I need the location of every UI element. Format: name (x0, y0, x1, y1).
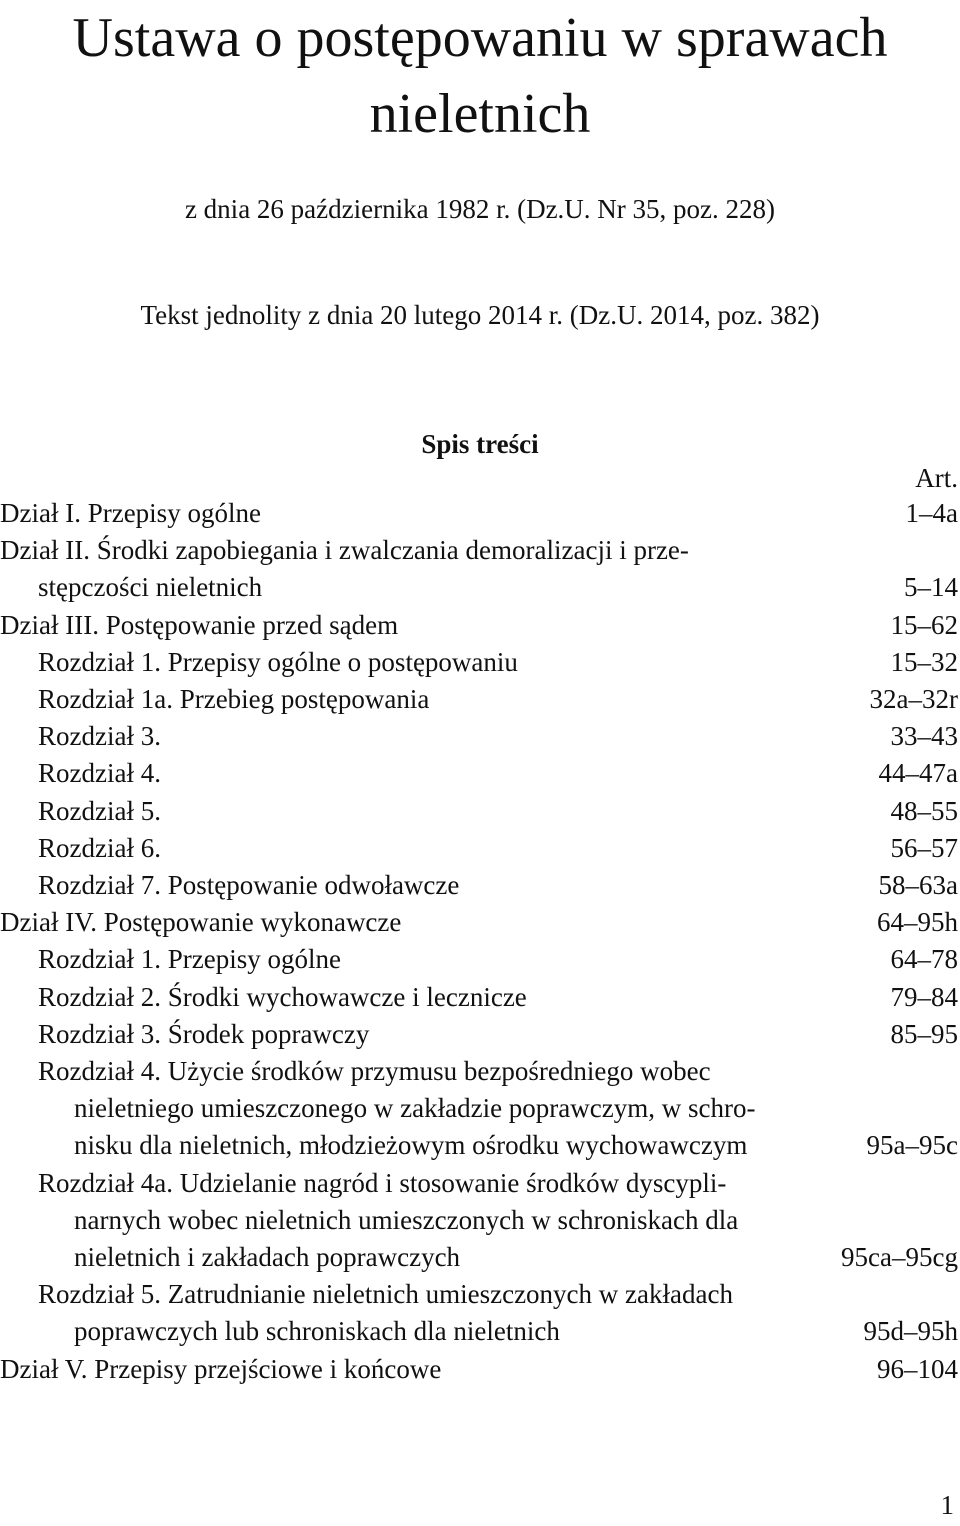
toc-column-header: Art. (915, 463, 958, 493)
toc-entry-line (0, 496, 960, 531)
document-date: z dnia 26 października 1982 r. (Dz.U. Nr 35, poz. 228) (184, 194, 776, 224)
toc-entry[interactable] (0, 756, 960, 793)
toc-entry-label: Rozdział 5. Zatrudnianie nieletnich umieszczonych w zakładach (38, 1277, 739, 1312)
toc-entry-label: nieletnich i zakładach poprawczych (74, 1240, 466, 1275)
toc-entry[interactable] (0, 794, 960, 831)
toc-entry[interactable] (0, 1054, 960, 1166)
toc-entry-label: Dział III. Postępowanie przed sądem (0, 608, 404, 643)
toc-entry-label: Dział V. Przepisy przejściowe i końcowe (0, 1352, 447, 1387)
toc-entry[interactable] (0, 645, 960, 682)
toc-entry-label: Dział II. Środki zapobiegania i zwalczania demoralizacji i prze- (0, 533, 695, 568)
toc-entry-line (38, 794, 960, 829)
toc-entry-articles: 48–55 (885, 794, 959, 829)
toc-entry[interactable] (0, 831, 960, 868)
toc-entry-line (38, 719, 960, 754)
toc-entry[interactable] (0, 942, 960, 979)
toc-entry[interactable] (0, 496, 960, 533)
toc-entry-label: Rozdział 1. Przepisy ogólne (38, 942, 347, 977)
toc-entry-line (0, 1352, 960, 1387)
toc-entry-articles: 95d–95h (858, 1314, 959, 1349)
toc-entry-line (38, 1017, 960, 1052)
toc-entry-articles: 58–63a (873, 868, 958, 903)
toc-entry-label: Rozdział 1. Przepisy ogólne o postępowaniu (38, 645, 524, 680)
toc-heading: Spis treści (421, 429, 539, 459)
toc-entry-label: Rozdział 2. Środki wychowawcze i lecznicze (38, 980, 533, 1015)
consolidated-text-note: Tekst jednolity z dnia 20 lutego 2014 r. (Dz.U. 2014, poz. 382) (140, 300, 820, 330)
toc-entry[interactable] (0, 1017, 960, 1054)
toc-entry-label: stępczości nieletnich (38, 570, 268, 605)
toc-entry-label: Rozdział 5. (38, 794, 167, 829)
toc-entry-line (74, 1314, 960, 1349)
toc-entry[interactable] (0, 1352, 960, 1389)
toc-entry-label: Dział IV. Postępowanie wykonawcze (0, 905, 407, 940)
toc-entry-line (38, 645, 960, 680)
document-title-line-1: Ustawa o postępowaniu w sprawach (72, 7, 888, 69)
toc-entry-label: nisku dla nieletnich, młodzieżowym ośrodku wychowawczym (74, 1128, 753, 1163)
toc-entry-line (74, 1128, 960, 1163)
toc-entry[interactable] (0, 1277, 960, 1351)
toc-entry-line (38, 1277, 960, 1312)
toc-entry-line (38, 942, 960, 977)
toc-entry-line (0, 608, 960, 643)
toc-entry-label: Rozdział 4a. Udzielanie nagród i stosowanie środków dyscypli- (38, 1166, 732, 1201)
toc-entry-label: Rozdział 4. Użycie środków przymusu bezpośredniego wobec (38, 1054, 717, 1089)
page-number: 1 (940, 1490, 954, 1520)
toc-entry-line (38, 570, 960, 605)
toc-entry-line (74, 1203, 960, 1238)
toc-entry[interactable] (0, 719, 960, 756)
toc-entry-line (0, 905, 960, 940)
toc-entry-line (38, 1054, 960, 1089)
toc-entry-line (38, 756, 960, 791)
toc-entry-label: Dział I. Przepisy ogólne (0, 496, 267, 531)
toc-entry-articles: 15–32 (885, 645, 959, 680)
toc-entry-line (0, 533, 960, 568)
toc-entry-label: Rozdział 6. (38, 831, 167, 866)
toc-entry-articles: 95ca–95cg (835, 1240, 958, 1275)
toc-entry-line (38, 868, 960, 903)
toc-entry[interactable] (0, 608, 960, 645)
toc-entry[interactable] (0, 533, 960, 607)
toc-entry-label: poprawczych lub schroniskach dla nieletnich (74, 1314, 566, 1349)
toc-entry-line (38, 980, 960, 1015)
toc-entry-articles: 64–78 (885, 942, 959, 977)
toc-entry-articles: 64–95h (871, 905, 958, 940)
toc-entry-line (38, 682, 960, 717)
toc-entry-articles: 79–84 (885, 980, 959, 1015)
toc-entry-line (74, 1240, 960, 1275)
toc-entry-articles: 95a–95c (861, 1128, 958, 1163)
toc-entry-articles: 5–14 (898, 570, 958, 605)
toc-entry-label: Rozdział 4. (38, 756, 167, 791)
toc-entry-articles: 15–62 (885, 608, 959, 643)
toc-entry-articles: 85–95 (885, 1017, 959, 1052)
toc-entry-articles: 56–57 (885, 831, 959, 866)
toc-entry-label: Rozdział 3. Środek poprawczy (38, 1017, 375, 1052)
toc-entry-articles: 96–104 (871, 1352, 958, 1387)
toc-entry-line (74, 1091, 960, 1126)
toc-entry-line (38, 831, 960, 866)
toc-entry-label: Rozdział 3. (38, 719, 167, 754)
document-title-line-2: nieletnich (369, 83, 591, 145)
toc-entry-label: nieletniego umieszczonego w zakładzie poprawczym, w schro- (74, 1091, 761, 1126)
toc-entry-label: Rozdział 7. Postępowanie odwoławcze (38, 868, 465, 903)
document-title (0, 0, 960, 152)
toc-entry[interactable] (0, 980, 960, 1017)
toc-entry-articles: 44–47a (873, 756, 958, 791)
toc-entry-line (38, 1166, 960, 1201)
toc-entry-label: Rozdział 1a. Przebieg postępowania (38, 682, 435, 717)
toc-entry[interactable] (0, 868, 960, 905)
toc-entry-articles: 1–4a (900, 496, 958, 531)
toc-entry-label: narnych wobec nieletnich umieszczonych w schroniskach dla (74, 1203, 744, 1238)
toc-entry-articles: 33–43 (885, 719, 959, 754)
toc-entry[interactable] (0, 682, 960, 719)
toc-entry[interactable] (0, 905, 960, 942)
toc-entry[interactable] (0, 1166, 960, 1278)
toc-entry-articles: 32a–32r (864, 682, 958, 717)
